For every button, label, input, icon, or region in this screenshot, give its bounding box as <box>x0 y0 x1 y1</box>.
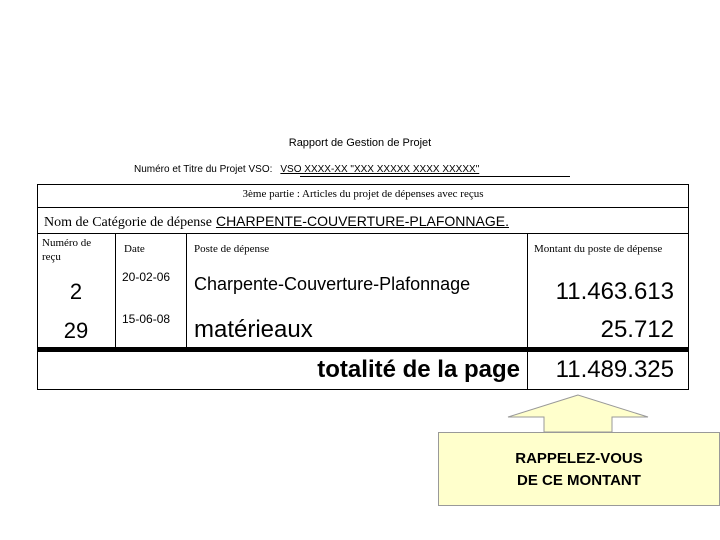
project-underline <box>300 176 570 177</box>
row-2-date: 15-06-08 <box>122 312 171 326</box>
total-label: totalité de la page <box>317 356 520 383</box>
reminder-line-1: RAPPELEZ-VOUS <box>515 450 643 467</box>
header-date: Date <box>124 243 145 255</box>
row-1-date: 20-02-06 <box>122 270 171 284</box>
row-2-poste: matérieaux <box>194 316 313 343</box>
row-1-poste: Charpente-Couverture-Plafonnage <box>194 274 471 294</box>
row-1-montant: 11.463.613 <box>555 278 674 305</box>
reminder-line-2: DE CE MONTANT <box>517 472 641 489</box>
project-label: Numéro et Titre du Projet VSO: <box>134 164 273 175</box>
header-montant: Montant du poste de dépense <box>534 243 663 255</box>
category-line <box>44 213 509 231</box>
row-1-numero: 2 <box>69 279 83 304</box>
report-title: Rapport de Gestion de Projet <box>288 137 432 149</box>
row-2-numero: 29 <box>63 318 89 343</box>
header-numero: Numéro de reçu <box>42 237 92 263</box>
total-separator <box>37 347 689 352</box>
column-divider-1 <box>115 234 116 347</box>
section-title: 3ème partie : Articles du projet de dépenses avec reçus <box>242 188 484 200</box>
header-poste: Poste de dépense <box>194 243 270 255</box>
category-label: Nom de Catégorie de dépense <box>44 215 212 230</box>
column-divider-2 <box>186 234 187 347</box>
row-2-montant: 25.712 <box>600 316 674 343</box>
callout-arrow-icon <box>500 390 660 434</box>
project-line <box>134 164 479 175</box>
category-value: CHARPENTE-COUVERTURE-PLAFONNAGE. <box>215 213 509 229</box>
project-value: VSO XXXX-XX "XXX XXXXX XXXX XXXXX" <box>280 164 480 175</box>
reminder-text <box>438 448 720 492</box>
total-value: 11.489.325 <box>555 356 674 383</box>
